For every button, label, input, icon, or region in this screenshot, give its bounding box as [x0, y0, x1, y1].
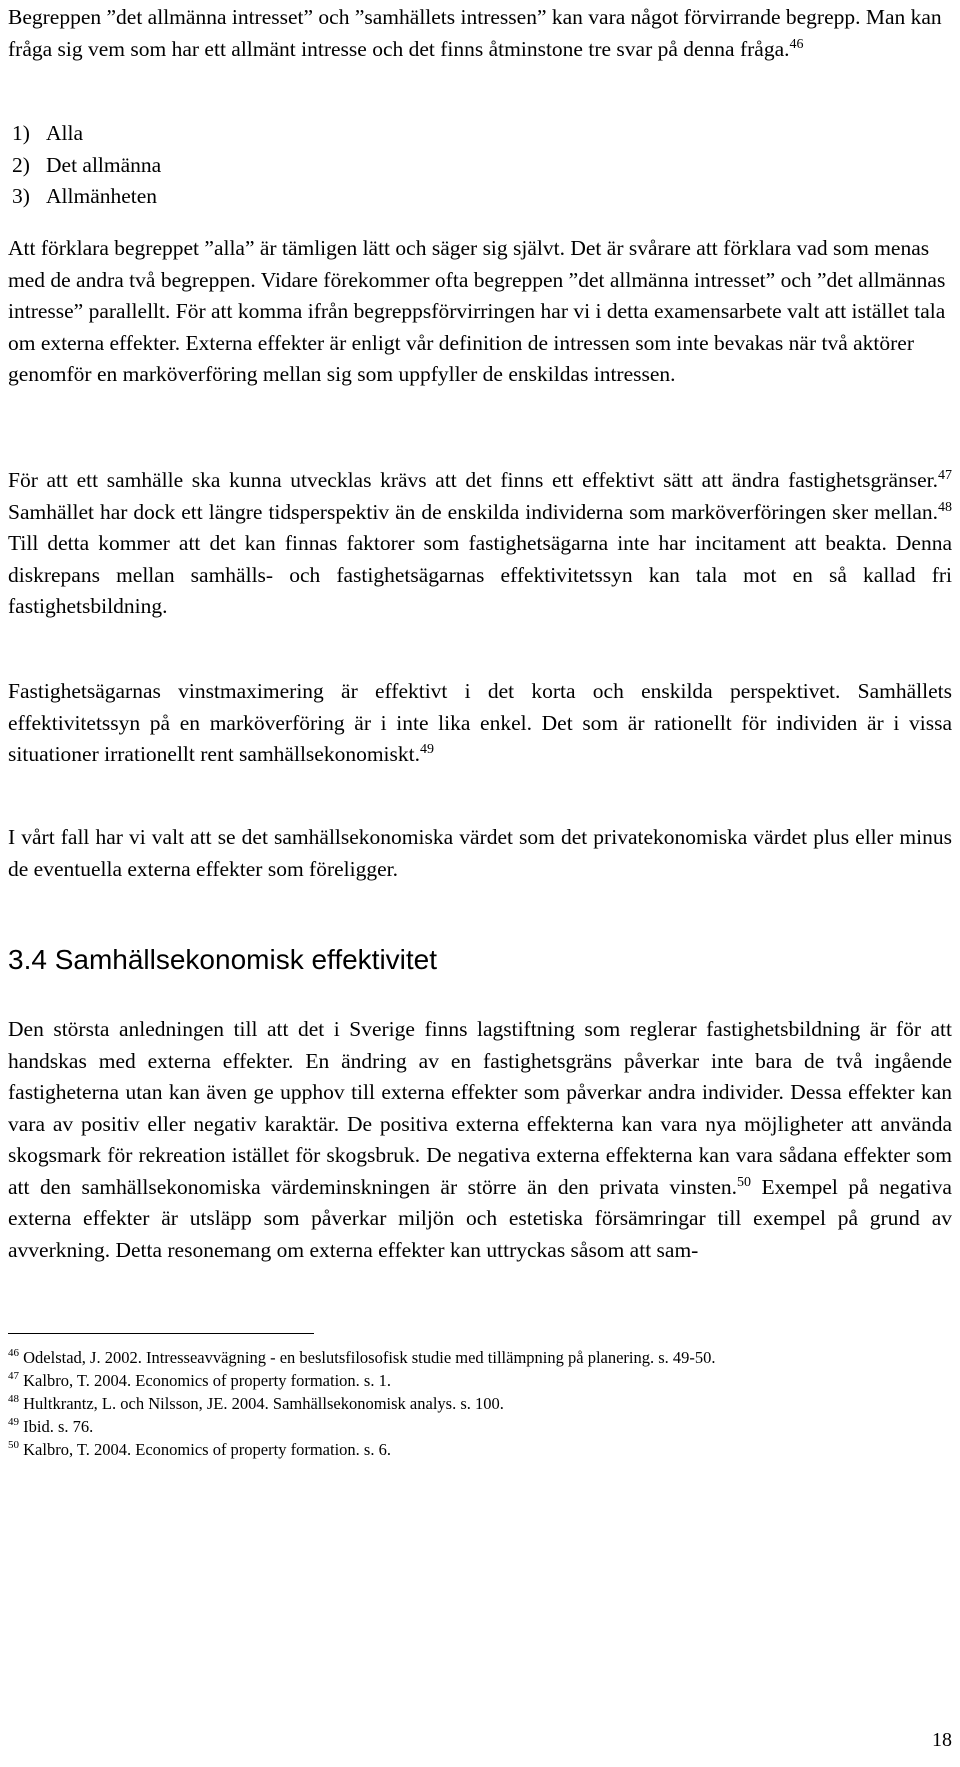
list-item: 2) Det allmänna [12, 152, 162, 177]
list-item: 1) Alla [12, 121, 84, 145]
list-item: 3) Allmänheten [12, 184, 158, 208]
footnote: $^{46}$ Odelstad, J. 2002. Intresseavvägning - en beslutsfilosofisk studie med tillämpning på planering. s. 49-50. [8, 1347, 716, 1367]
paragraph-6: Den största anledningen till att det i Sverige finns lagstiftning som reglerar fastighetsbildning är för att handskas med externa effekter. En ändring av en fastighetsgräns påverkar inte bara de två ingående fastigheterna utan kan även ge upphov till externa effekter som påverkar andra individer. Dessa effekter kan vara av positiv eller negativ karaktär. De positiva externa effekterna kan vara nya möjligheter att använda skogsmark för rekreation istället för skogsbruk. De negativa externa effekterna kan vara sådana effekter som att den samhällsekonomiska värdeminskningen är större än den privata vinsten.$^{50}$ Exempel på negativa externa effekter är utsläpp som påverkar miljön och estetiska försämringar till exempel på grund av avverkning. Detta resonemang om externa effekter kan uttryckas såsom att sam- [8, 1017, 952, 1262]
footnote-ref-48: 48 [938, 499, 952, 515]
footnote-separator [8, 1333, 314, 1334]
heading-3-4: 3.4 Samhällsekonomisk effektivitet [8, 944, 438, 975]
footnote-ref-49: 49 [420, 742, 434, 757]
intro-text: Begreppen ”det allmänna intresset” och ”samhällets intressen” kan vara något förvirrande begrepp. Man kan fråga sig vem som har ett allmänt intresse och det finns åtminstone tre svar på denna fråga. [8, 5, 942, 61]
footnote: $^{47}$ Kalbro, T. 2004. Economics of property formation. s. 1. [8, 1370, 391, 1390]
footnotes [8, 1346, 952, 1461]
footnote: $^{49}$ Ibid. s. 76. [8, 1416, 94, 1436]
paragraph-5: I vårt fall har vi valt att se det samhällsekonomiska värdet som det privatekonomiska värdet plus eller minus de eventuella externa effekter som föreligger. [8, 825, 952, 881]
paragraph-3: För att ett samhälle ska kunna utvecklas krävs att det finns ett effektivt sätt att ändra fastighetsgränser.$^{47}$ Samhället har dock ett längre tidsperspektiv än de enskilda individerna som marköverföringen sker mellan.$^{48}$ Till detta kommer att det kan finnas faktorer som fastighetsägarna inte har incitament att beakta. Denna diskrepans mellan samhälls- och fastighetsägarnas effektivitetssyn kan tala mot en så kallad fri fastighetsbildning. [8, 468, 952, 618]
footnote-ref-47: 47 [938, 468, 952, 483]
footnote: $^{50}$ Kalbro, T. 2004. Economics of property formation. s. 6. [8, 1439, 391, 1459]
page-number: 18 [932, 1729, 952, 1751]
section-heading [8, 943, 952, 977]
footnote-ref-50: 50 [737, 1174, 751, 1190]
footnote: $^{48}$ Hultkrantz, L. och Nilsson, JE. 2004. Samhällsekonomisk analys. s. 100. [8, 1393, 504, 1413]
paragraph-4: Fastighetsägarnas vinstmaximering är effektivt i det korta och enskilda perspektivet. Samhällets effektivitetssyn på en marköverföring är i inte lika enkel. Det som är rationellt för individen är i vissa situationer irrationellt rent samhällsekonomiskt.$^{49}$ [8, 679, 952, 766]
numbered-list [8, 118, 952, 213]
paragraph-2: Att förklara begreppet ”alla” är tämligen lätt och säger sig självt. Det är svårare att förklara vad som menas med de andra två begreppen. Vidare förekommer ofta begreppen ”det allmänna intresset” och ”det allmännas intresse” parallellt. För att komma ifrån begreppsförvirringen har vi i detta examensarbete valt att istället tala om externa effekter. Externa effekter är enligt vår definition de intressen som inte bevakas när två aktörer genomför en marköverföring mellan sig som uppfyller de enskildas intressen. [8, 236, 946, 386]
footnote-ref-46: 46 [789, 36, 804, 52]
intro-paragraph [8, 2, 952, 65]
